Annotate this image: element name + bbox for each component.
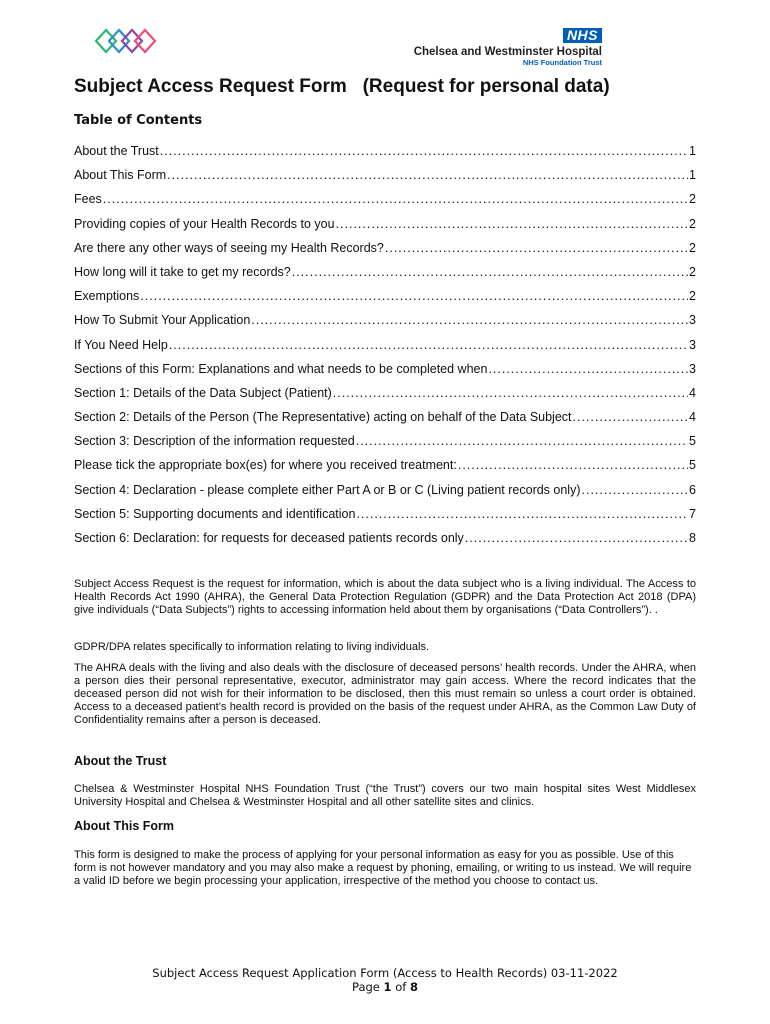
about-form-text: This form is designed to make the process of applying for your personal information as easy for you as possible. Use of this form is not however mandatory and you may also make a request by phoning, emailing, or writing to us instead. We will require a valid ID before we begin processing your application, irrespective of the method you choose to contact us. (74, 849, 692, 887)
trust-name: NHS Foundation Trust (522, 58, 602, 67)
toc-entry[interactable] (74, 289, 696, 313)
toc-entry-label: If You Need Help (74, 337, 168, 352)
toc-entry[interactable] (74, 192, 696, 216)
intro-paragraph-3: The AHRA deals with the living and also deals with the disclosure of deceased persons’ health records. Under the AHRA, when a person dies their personal representative, executor, administrator may gain access. Where the record indicates that the deceased person did not wish for their information to be disclosed, then this must remain so unless a court order is obtained. Access to a deceased patient’s health record is provided on the basis of the request under AHRA, as the Common Law Duty of Confidentiality remains after a person is deceased. (74, 662, 696, 726)
toc-entry[interactable] (74, 483, 696, 507)
toc-entry[interactable] (74, 434, 696, 458)
toc-entry-label: Section 4: Declaration - please complete either Part A or B or C (Living patient records only) (74, 482, 581, 497)
toc-entry-page: 7 (689, 506, 696, 521)
toc-leader-dots (465, 531, 688, 545)
toc-leader-dots (573, 410, 689, 424)
toc-leader-dots (167, 168, 688, 182)
toc-entry-page: 1 (689, 144, 696, 158)
toc-entry-page: 2 (689, 289, 696, 304)
toc-leader-dots (251, 313, 688, 327)
toc-leader-dots (336, 217, 688, 231)
footer-doc-title: Subject Access Request Application Form (Access to Health Records) 03-11-2022 (152, 966, 618, 980)
toc-entry[interactable] (74, 362, 696, 386)
toc-entry-label: Section 6: Declaration: for requests for deceased patients records only (74, 531, 464, 545)
toc-leader-dots (333, 386, 688, 400)
toc-entry[interactable] (74, 338, 696, 362)
toc-entry-page: 6 (689, 482, 696, 497)
about-trust-text: Chelsea & Westminster Hospital NHS Foundation Trust (“the Trust”) covers our two main hospital sites West Middlesex University Hospital and Chelsea & Westminster Hospital and all other satellite sites and clinics. (74, 783, 696, 808)
toc-entry-page: 2 (689, 192, 696, 207)
toc-entry-label: Section 5: Supporting documents and identification (74, 506, 356, 521)
page-footer (0, 966, 770, 994)
intro-paragraph-1: Subject Access Request is the request for information, which is about the data subject who is a living individual. The Access to Health Records Act 1990 (AHRA), the General Data Protection Regulation (GDPR) and the Data Protection Act 2018 (DPA) give individuals (“Data Subjects”) rights to accessing information held about them by organisations (“Data Controllers”). . (74, 578, 696, 616)
toc-entry[interactable] (74, 531, 696, 555)
hospital-name: Chelsea and Westminster Hospital (413, 46, 602, 58)
toc-leader-dots (140, 289, 688, 303)
toc-entry-page: 2 (689, 240, 696, 255)
toc-entry-label: Are there any other ways of seeing my Health Records? (74, 240, 384, 255)
toc-entry[interactable] (74, 458, 696, 482)
footer-page-number: Page 1 of 8 (352, 980, 418, 994)
intro-paragraph-2: GDPR/DPA relates specifically to information relating to living individuals. (74, 641, 430, 653)
toc-entry-label: About This Form (74, 168, 167, 183)
toc-entry-label: How long will it take to get my records? (74, 264, 291, 279)
toc-entry-page: 5 (689, 458, 696, 473)
toc-leader-dots (103, 192, 688, 206)
toc-leader-dots (356, 434, 688, 448)
toc-entry-label: Please tick the appropriate box(es) for where you received treatment: (74, 458, 457, 473)
logo-diamond-2 (109, 30, 129, 52)
logo-diamond-3 (122, 30, 142, 52)
toc-entry-page: 1 (689, 168, 696, 183)
toc-entry-label: How To Submit Your Application (74, 313, 251, 328)
toc-entry[interactable] (74, 168, 696, 192)
toc-entry[interactable] (74, 313, 696, 337)
toc-heading: Table of Contents (74, 113, 203, 128)
toc-entry[interactable] (74, 265, 696, 289)
trust-logo-icon (94, 27, 160, 55)
toc-entry[interactable] (74, 507, 696, 531)
toc-entry[interactable] (74, 144, 696, 168)
toc-entry-page: 4 (689, 385, 696, 400)
toc-entry[interactable] (74, 217, 696, 241)
toc-leader-dots (458, 458, 688, 472)
toc-entry-label: About the Trust (74, 144, 159, 158)
toc-entry[interactable] (74, 386, 696, 410)
nhs-logo (414, 27, 602, 67)
toc-entry-label: Section 1: Details of the Data Subject (Patient) (74, 385, 332, 400)
toc-leader-dots (488, 362, 688, 376)
toc-entry-page: 8 (689, 531, 696, 545)
toc-leader-dots (356, 507, 688, 521)
toc-entry-label: Section 2: Details of the Person (The Representative) acting on behalf of the Data Subject (74, 410, 572, 425)
toc-entry-label: Sections of this Form: Explanations and what needs to be completed when (74, 361, 488, 376)
toc-entry[interactable] (74, 241, 696, 265)
table-of-contents (74, 144, 696, 555)
about-trust-heading: About the Trust (74, 754, 167, 768)
logo-diamond-4 (135, 30, 155, 52)
toc-entry-label: Section 3: Description of the information requested (74, 434, 355, 449)
nhs-badge: NHS (563, 28, 602, 43)
toc-entry-page: 4 (689, 410, 696, 425)
toc-leader-dots (169, 338, 688, 352)
toc-leader-dots (582, 483, 689, 497)
about-form-heading: About This Form (74, 819, 174, 833)
toc-entry-page: 3 (689, 313, 696, 328)
toc-entry-page: 2 (689, 216, 696, 231)
toc-entry-page: 5 (689, 434, 696, 449)
logo-diamond-1 (96, 30, 116, 52)
toc-entry-page: 3 (689, 361, 696, 376)
toc-entry-page: 2 (689, 264, 696, 279)
toc-entry-label: Exemptions (74, 289, 140, 304)
page-title: Subject Access Request Form (Request for personal data) (74, 76, 610, 97)
toc-entry-page: 3 (689, 337, 696, 352)
toc-entry-label: Fees (74, 192, 102, 207)
toc-leader-dots (385, 241, 688, 255)
toc-leader-dots (292, 265, 688, 279)
toc-entry-label: Providing copies of your Health Records to you (74, 216, 335, 231)
toc-entry[interactable] (74, 410, 696, 434)
toc-leader-dots (160, 144, 688, 158)
